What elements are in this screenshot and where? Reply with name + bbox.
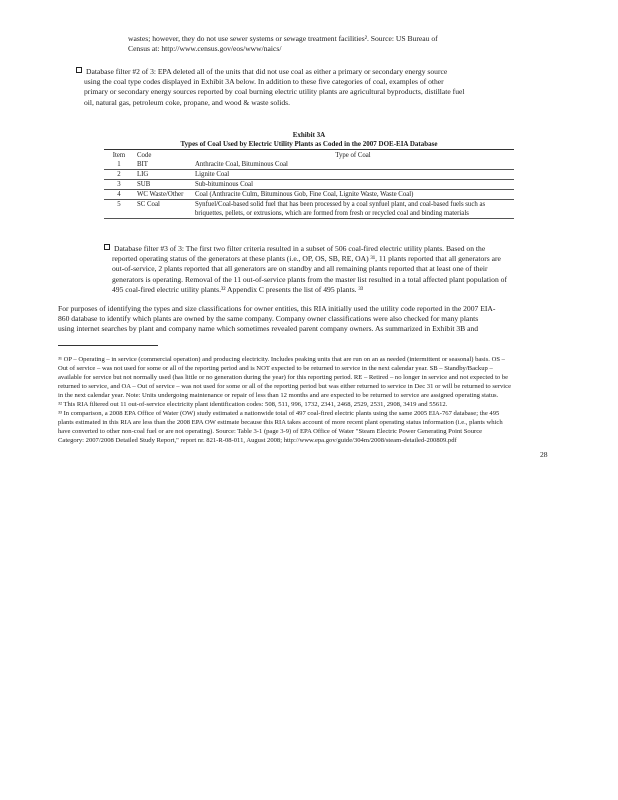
bullet-paragraph-filter-2 (76, 67, 556, 108)
footnote-line: in the next calendar year. Note: Units undergoing maintenance or repair of less than 12 months and are expected to be returned to service are assigned operating status. (58, 392, 499, 399)
footnote-line: returned to service, and OA – Out of service – was not used for some or all of the reporting period but was either returned to service in Dec 31 or will be returned to service (58, 383, 511, 390)
footnote-line: have converted to other non-coal fuel or are not operating). Source: Table 3-1 (page 3-9) of EPA Office of Water "Steam Electric Power Generating Point Source (58, 428, 483, 435)
cell-item: 4 (104, 190, 134, 200)
text-line: Database filter #2 of 3: EPA deleted all of the units that did not use coal as either a primary or secondary energy source (76, 67, 556, 77)
footnote-line: ³³ In comparison, a 2008 EPA Office of Water (OW) study estimated a nationwide total of 497 coal-fired electric plants using the same 2005 EIA-767 database; the 495 (58, 410, 500, 417)
col-header-type: Type of Coal (335, 152, 371, 159)
text-line: out-of-service, 2 plants reported that all generators are on standby and all remaining plants reported that at least one of their (112, 264, 488, 274)
cell-type: Synfuel/Coal-based solid fuel that has been processed by a coal synfuel plant, and coal-based fuels such as briquettes, pellets, or extrusions, which are formed from fresh or recycled coal and binding materials (192, 200, 514, 219)
table-row (104, 170, 514, 180)
top-note-paragraph (128, 34, 528, 54)
bullet-square-icon (104, 244, 110, 250)
text-line: oil, natural gas, petroleum coke, propane, and wood & waste solids. (84, 97, 291, 107)
text-line: For purposes of identifying the types and size classifications for owner entities, this RIA initially used the utility code reported in the 2007 EIA- (58, 304, 496, 313)
ownership-paragraph (58, 304, 562, 335)
footnote-line: plants estimated in this RIA are less than the 2008 EPA OW estimate because this RIA takes account of more recent plant operating status information (i.e., plants which (58, 419, 503, 426)
exhibit-caption: Types of Coal Used by Electric Utility Plants as Coded in the 2007 DOE-EIA Database (104, 140, 514, 150)
footnote-line: ³¹ OP – Operating – in service (commercial operation) and producing electricity. Includes peaking units that are run on an as needed (intermittent or seasonal) basis. OS – (58, 356, 505, 363)
table-row (104, 180, 514, 190)
text-line: reported operating status of the generators at these plants (i.e., OP, OS, SB, RE, OA) ³¹, 11 plants reported that all generators are (112, 254, 501, 264)
footnote-line: Out of service – was not used for some or all of the reporting period and is NOT expected to be returned to service in the next calendar year. SB – Standby/Backup – (58, 365, 493, 372)
text-line: generators is operating. Removal of the 11 out-of-service plants from the master list resulted in a total affected plant population of (112, 274, 507, 284)
table-row (104, 160, 514, 170)
cell-item: 3 (104, 180, 134, 190)
footnote-divider (58, 345, 158, 346)
text-line: wastes; however, they do not use sewer systems or sewage treatment facilities². Source: US Bureau of (128, 34, 438, 43)
text-line: 860 database to identify which plants are owned by the same company. Company owner classifications were also checked for many plants (58, 314, 479, 324)
table-row (104, 190, 514, 200)
table-row (104, 200, 514, 219)
cell-item: 1 (104, 160, 134, 170)
exhibit-number: Exhibit 3A (292, 131, 326, 139)
footnote-line: ³² This RIA filtered out 11 out-of-service electricity plant identification codes: 508, 511, 996, 1732, 2341, 2468, 2529, 2531, 2908, 3419 and 55612. (58, 401, 448, 408)
page-number: 28 (540, 450, 548, 459)
text-line: using the coal type codes displayed in Exhibit 3A below. In addition to these five categories of coal, examples of other (84, 77, 444, 87)
col-header-code: Code (137, 152, 152, 159)
bullet-paragraph-filter-3 (104, 244, 564, 295)
footnote-line: available for service but not normally used (has little or no generation during the year) for this reporting period. RE – Retired – no longer in service and not expected to be (58, 374, 509, 381)
text-line: 495 coal-fired electric utility plants.³² Appendix C presents the list of 495 plants. ³³ (112, 284, 364, 294)
bullet-square-icon (76, 67, 82, 73)
text-line: using internet searches by plant and company name which sometimes revealed parent company owners. As summarized in Exhibit 3B and (58, 324, 479, 334)
footnote-line: Category: 2007/2008 Detailed Study Report," report nr. 821-R-08-011, August 2008; http://www.epa.gov/guide/304m/2008/steam-detailed-200809.pdf (58, 437, 457, 444)
cell-item: 2 (104, 170, 134, 180)
cell-code: LIG (134, 170, 192, 180)
cell-code: SC Coal (134, 200, 192, 219)
text-line: Database filter #3 of 3: The first two filter criteria resulted in a subset of 506 coal-fired electric utility plants. Based on the (104, 244, 564, 254)
cell-item: 5 (104, 200, 134, 219)
cell-code: WC Waste/Other (134, 190, 192, 200)
cell-type: Coal (Anthracite Culm, Bituminous Gob, Fine Coal, Lignite Waste, Waste Coal) (192, 190, 514, 200)
cell-code: SUB (134, 180, 192, 190)
cell-code: BIT (134, 160, 192, 170)
cell-type: Sub-bituminous Coal (192, 180, 514, 190)
exhibit-3a-table (104, 131, 514, 219)
cell-type: Lignite Coal (192, 170, 514, 180)
cell-type: Anthracite Coal, Bituminous Coal (192, 160, 514, 170)
text-line: Census at: http://www.census.gov/eos/www/naics/ (128, 44, 282, 54)
col-header-item: Item (112, 152, 126, 159)
text-line: primary or secondary energy sources reported by coal burning electric utility plants are agricultural byproducts, distillate fuel (84, 87, 465, 97)
footnotes (58, 355, 570, 445)
